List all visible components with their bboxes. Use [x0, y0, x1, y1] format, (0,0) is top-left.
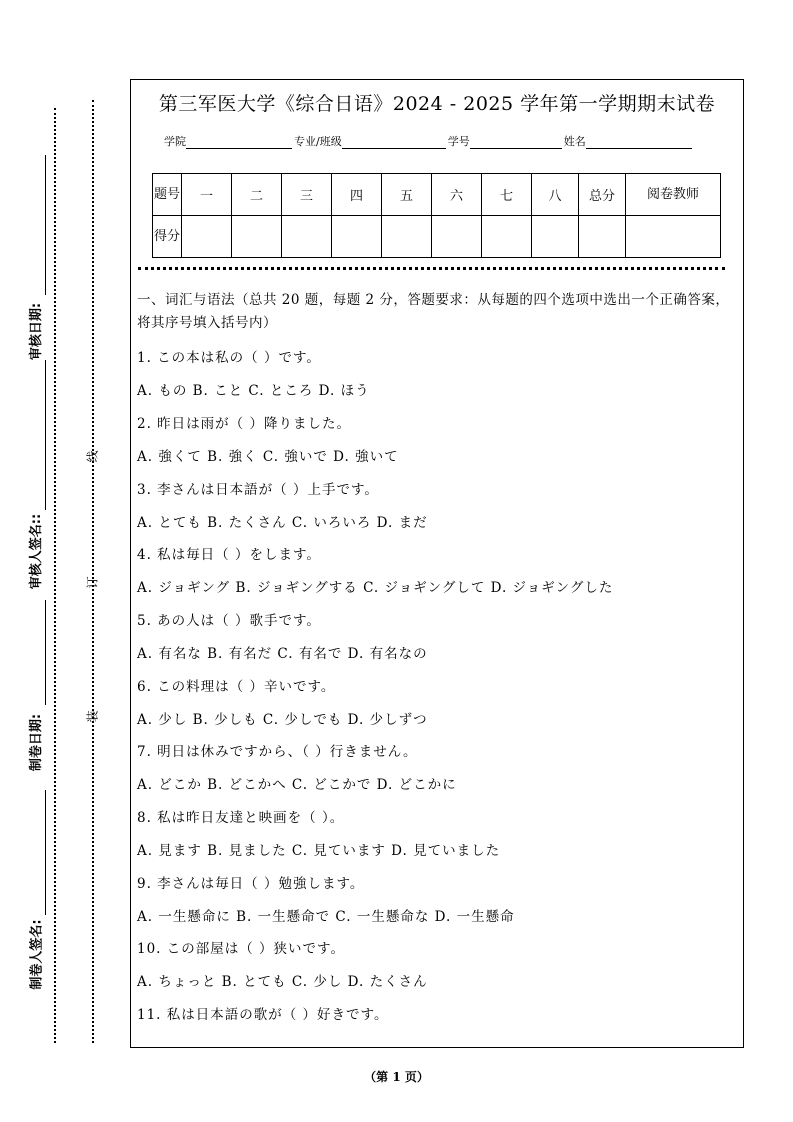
major-field[interactable] [342, 137, 446, 149]
seal-dotted-line-inner [92, 100, 94, 1043]
question-7: 7. 明日は休みですから、（ ）行きません。 [137, 744, 418, 760]
maker-date-label: 制卷日期: [29, 713, 45, 772]
student-info-row [164, 133, 694, 149]
score-cell-5[interactable] [382, 216, 432, 258]
college-field[interactable] [186, 137, 292, 149]
score-cell-7[interactable] [482, 216, 532, 258]
question-3: 3. 李さんは日本語が（ ）上手です。 [137, 482, 379, 498]
score-table-score-row [153, 216, 721, 258]
question-8: 8. 私は昨日友達と映画を（ ）。 [137, 810, 345, 826]
score-col-5: 五 [382, 174, 432, 216]
score-cell-4[interactable] [332, 216, 382, 258]
options-6: A. 少し B. 少しも C. 少しでも D. 少しずつ [137, 712, 428, 728]
maker-sign-underline [45, 790, 47, 915]
question-1: 1. この本は私の（ ）です。 [137, 350, 321, 366]
maker-date-underline [45, 600, 47, 705]
reviewer-sign-label: 审核人签名:: [29, 513, 45, 590]
exam-title: 第三军医大学《综合日语》2024 - 2025 学年第一学期期末试卷 [158, 93, 716, 115]
score-col-grader: 阅卷教师 [626, 174, 721, 216]
maker-sign-label: 制卷人签名: [29, 919, 45, 990]
options-10: A. ちょっと B. とても C. 少し D. たくさん [137, 974, 428, 990]
options-2: A. 強くて B. 強く C. 強いで D. 強いて [137, 449, 399, 465]
score-cell-3[interactable] [282, 216, 332, 258]
seal-char-bind: 订 [85, 576, 100, 589]
score-col-6: 六 [432, 174, 482, 216]
name-field[interactable] [586, 137, 692, 149]
major-label: 专业/班级 [294, 135, 342, 148]
question-2: 2. 昨日は雨が（ ）降りました。 [137, 416, 351, 432]
seal-char-line: 线 [85, 450, 100, 463]
score-col-4: 四 [332, 174, 382, 216]
score-col-8: 八 [532, 174, 579, 216]
score-col-total: 总分 [579, 174, 626, 216]
score-table [152, 173, 721, 258]
options-4: A. ジョギング B. ジョギングする C. ジョギングして D. ジョギングした [137, 580, 614, 596]
score-cell-grader[interactable] [626, 216, 721, 258]
reviewer-date-label: 审核日期: [29, 302, 45, 361]
page-number: （第 1 页） [364, 1070, 429, 1084]
score-col-3: 三 [282, 174, 332, 216]
student-id-label: 学号 [447, 135, 470, 148]
score-cell-8[interactable] [532, 216, 579, 258]
reviewer-sign-underline [45, 360, 47, 510]
score-col-7: 七 [482, 174, 532, 216]
score-cell-1[interactable] [182, 216, 232, 258]
college-label: 学院 [164, 135, 186, 148]
score-cell-2[interactable] [232, 216, 282, 258]
student-id-field[interactable] [470, 137, 562, 149]
seal-char-mount: 装 [85, 710, 100, 723]
question-10: 10. この部屋は（ ）狭いです。 [137, 941, 345, 957]
score-col-1: 一 [182, 174, 232, 216]
options-5: A. 有名な B. 有名だ C. 有名で D. 有名なの [137, 646, 428, 662]
score-col-2: 二 [232, 174, 282, 216]
question-11: 11. 私は日本語の歌が（ ）好きです。 [137, 1007, 389, 1023]
options-9: A. 一生懸命に B. 一生懸命で C. 一生懸命な D. 一生懸命 [137, 909, 515, 925]
options-3: A. とても B. たくさん C. いろいろ D. まだ [137, 515, 428, 531]
header-dotted-separator [138, 267, 725, 270]
section-1-heading: 一、词汇与语法（总共 20 题，每题 2 分，答题要求：从每题的四个选项中选出一个正确答案，将其序号填入括号内） [137, 292, 730, 331]
score-header-question-no: 题号 [153, 174, 182, 216]
score-header-score: 得分 [153, 216, 182, 258]
name-label: 姓名 [563, 135, 586, 148]
exam-frame [130, 79, 744, 1048]
score-table-header-row [153, 174, 721, 216]
question-5: 5. あの人は（ ）歌手です。 [137, 613, 321, 629]
question-9: 9. 李さんは毎日（ ）勉強します。 [137, 876, 365, 892]
options-8: A. 見ます B. 見ました C. 見ています D. 見ていました [137, 843, 501, 859]
score-cell-6[interactable] [432, 216, 482, 258]
seal-dotted-line-outer [54, 108, 56, 1043]
question-6: 6. この料理は（ ）辛いです。 [137, 679, 336, 695]
question-4: 4. 私は毎日（ ）をします。 [137, 547, 321, 563]
options-1: A. もの B. こと C. ところ D. ほう [137, 383, 370, 399]
score-cell-total[interactable] [579, 216, 626, 258]
options-7: A. どこか B. どこかへ C. どこかで D. どこかに [137, 777, 457, 793]
reviewer-date-underline [45, 155, 47, 295]
